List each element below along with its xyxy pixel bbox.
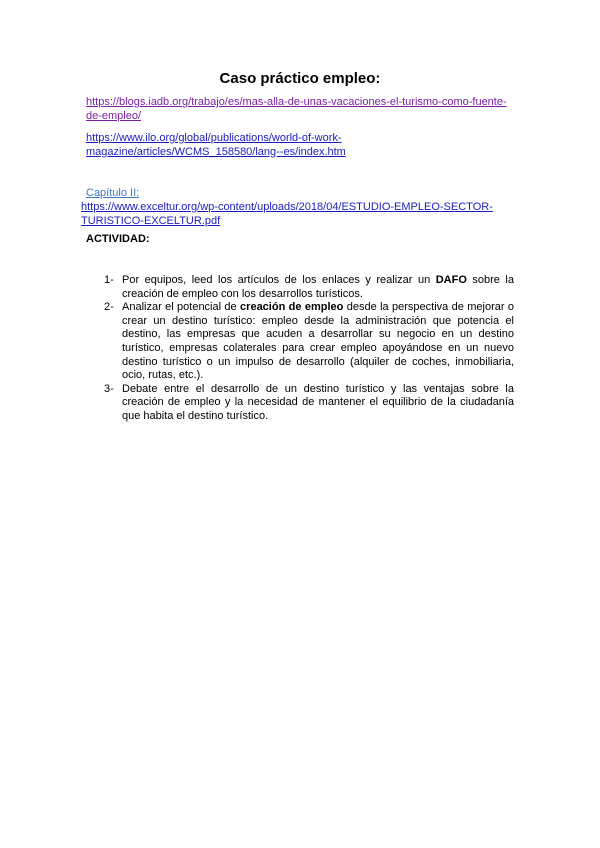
link-iadb-article[interactable]: https://blogs.iadb.org/trabajo/es/mas-alla-de-unas-vacaciones-el-turismo-como-fuente-de-empleo/ <box>86 96 507 122</box>
task-number: 2- <box>104 301 114 314</box>
task-text: Por equipos, leed los artículos de los enlaces y realizar un DAFO sobre la creación de empleo con los desarrollos turísticos. <box>122 274 514 300</box>
link-exceltur-study[interactable]: https://www.exceltur.org/wp-content/uploads/2018/04/ESTUDIO-EMPLEO-SECTOR-TURISTICO-EXCELTUR.pdf <box>81 201 493 227</box>
task-list <box>104 274 514 424</box>
task-number: 3- <box>104 382 114 395</box>
task-text: Analizar el potencial de creación de empleo desde la perspectiva de mejorar o crear un destino turístico: empleo desde la administración que potencia el destino, las empresas que acuden a desarrollar su negocio en un destino turístico, empresas colaterales para crear empleo apoyándose en un nuevo destino turístico o un impulso de desarrollo (alquiler de coches, inmobiliaria, ocio, rutas, etc.). <box>122 301 514 382</box>
document-title: Caso práctico empleo: <box>219 70 381 87</box>
list-item <box>104 301 514 383</box>
task-text: Debate entre el desarrollo de un destino turístico y las ventajas sobre la creación de empleo y la necesidad de mantener el equilibrio de la ciudadanía que habita el destino turístico. <box>122 382 514 422</box>
list-item <box>104 383 514 424</box>
link-ilo-article[interactable]: https://www.ilo.org/global/publications/world-of-work-magazine/articles/WCMS_158580/lang--es/index.htm <box>86 132 346 158</box>
activity-heading: ACTIVIDAD: <box>86 233 150 245</box>
task-number: 1- <box>104 274 114 286</box>
list-item <box>104 274 514 301</box>
chapter-label: Capítulo II: <box>86 187 140 199</box>
